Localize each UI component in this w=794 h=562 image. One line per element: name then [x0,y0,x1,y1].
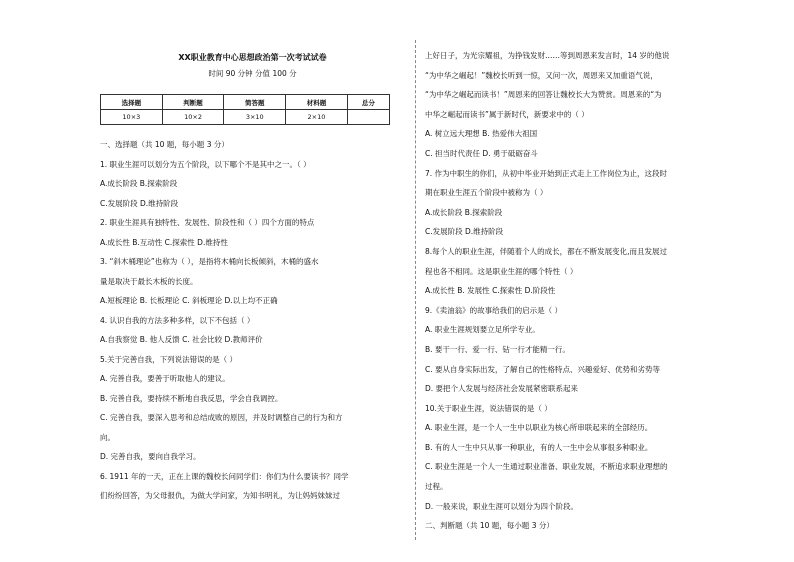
score-header-cell: 判断题 [162,95,224,110]
question-line: A.短板理论 B. 长板理论 C. 斜板理论 D.以上均不正确 [100,296,278,305]
question-line: D. 要把个人发展与经济社会发展紧密联系起来 [425,384,579,394]
score-header-cell: 选择题 [101,95,163,110]
question-line: A.成长性 B.互动性 C.探索性 D.维持性 [100,237,228,247]
question-line: C.发展阶段 D.维持阶段 [100,198,179,208]
question-line: C. 完善自我，要深入思考和总结成败的原因，并及时调整自己的行为和方 [100,413,343,422]
score-table [100,94,390,125]
question-line: B. 有的人一生中只从事一种职业，有的人一生中会从事很多种职业。 [425,442,653,452]
score-value-cell: 2×10 [286,110,348,125]
question-line: C. 要从自身实际出发，了解自己的性格特点、兴趣爱好、优势和劣势等 [425,364,661,374]
question-line: 6. 1911 年的一天，正在上课的魏校长问同学们：你们为什么要读书？同学 [100,471,349,481]
question-line: B. 完善自我，要持续不断地自我反思，学会自我调控。 [100,393,283,403]
question-line: A. 完善自我，要善于听取他人的建议。 [100,374,230,383]
score-value-cell: 10×3 [101,110,163,125]
question-line: 们纷纷回答，为父母报仇，为做大学问家，为知书明礼，为让妈妈妹妹过 [100,491,340,500]
score-value-cell [347,110,389,125]
score-header-cell: 总分 [347,95,389,110]
exam-subtitle: 时间 90 分钟 分值 100 分 [208,69,297,78]
question-line: 7. 作为中职生的你们，从初中毕业开始到正式走上工作岗位为止，这段时 [425,168,668,178]
score-table-row [101,110,390,125]
question-line: A. 职业生涯，是一个人一生中以职业为核心所串联起来的全部经历。 [425,423,653,433]
question-line: 3. “斜木桶理论”也称为（ ），是指将木桶向长板倾斜，木桶的盛水 [100,257,319,266]
exam-title: XX职业教育中心思想政治第一次考试试卷 [178,53,327,62]
question-line: 4. 认识自我的方法多种多样，以下不包括（ ） [100,315,255,325]
question-line: “为中华之崛起！”魏校长听到一惊，又问一次，周恩来又加重语气说， [425,70,658,80]
question-line: 中华之崛起而读书”属于新时代，新要求中的（ ） [425,109,589,119]
question-line: C.发展阶段 D.维持阶段 [425,227,504,237]
question-line: 8.每个人的职业生涯，伴随着个人的成长，都在不断发展变化,而且发展过 [425,246,668,256]
question-line: A.成长阶段 B.探索阶段 [425,207,503,217]
question-line: 程也各不相同。这是职业生涯的哪个特性（ ） [425,266,578,276]
score-table-header [101,95,390,110]
score-value-cell: 10×2 [162,110,224,125]
question-line: D. 一般来说，职业生涯可以划分为四个阶段。 [425,501,579,511]
question-line: C. 职业生涯是一个人一生通过职业准备、职业发展，不断追求职业理想的 [425,462,668,472]
question-line: 9.《卖油翁》的故事给我们的启示是（ ） [425,305,563,315]
question-line: 1. 职业生涯可以划分为五个阶段，以下哪个不是其中之一。（ ） [100,159,311,169]
right-column [425,46,725,536]
question-line: 上好日子，为光宗耀祖，为挣钱发财……等到周恩来发言时，14 岁的他说 [425,51,670,60]
question-line: 过程。 [425,482,448,492]
question-line: 期在职业生涯五个阶段中被称为（ ） [425,188,548,198]
question-line: 向。 [100,432,115,442]
question-line: A. 职业生涯规划要立足所学专业。 [425,325,540,335]
question-line: A.成长阶段 B.探索阶段 [100,179,178,188]
question-line: A.自我察觉 B. 他人反馈 C. 社会比较 D.教师评价 [100,335,263,344]
question-line: 5.关于完善自我，下列说法错误的是（ ） [100,354,238,364]
question-line: D. 完善自我，要向自我学习。 [100,452,201,461]
question-line: 2. 职业生涯具有独特性、发展性、阶段性和（ ）四个方面的特点 [100,218,315,227]
left-column [100,40,405,506]
score-value-cell: 3×10 [224,110,286,125]
score-header-cell: 简答题 [224,95,286,110]
question-line: C. 担当时代责任 D. 勇于砥砺奋斗 [425,148,538,158]
question-line: “为中华之崛起而读书！”周恩来的回答让魏校长大为赞赏。周恩来的“为 [425,90,662,100]
question-line: A. 树立远大理想 B. 热爱伟大祖国 [425,129,538,139]
section-heading: 二、判断题（共 10 题，每小题 3 分） [425,521,554,531]
score-header-cell: 材料题 [286,95,348,110]
question-line: B. 要干一行、爱一行、钻一行才能精一行。 [425,344,570,354]
question-line: 量是取决于最长木板的长度。 [100,276,198,286]
question-line: 10.关于职业生涯，说法错误的是（ ） [425,403,552,413]
column-divider [415,40,416,540]
section-heading: 一、选择题（共 10 题，每小题 3 分） [100,140,229,149]
question-line: A.成长性 B. 发展性 C.探索性 D.阶段性 [425,286,556,296]
